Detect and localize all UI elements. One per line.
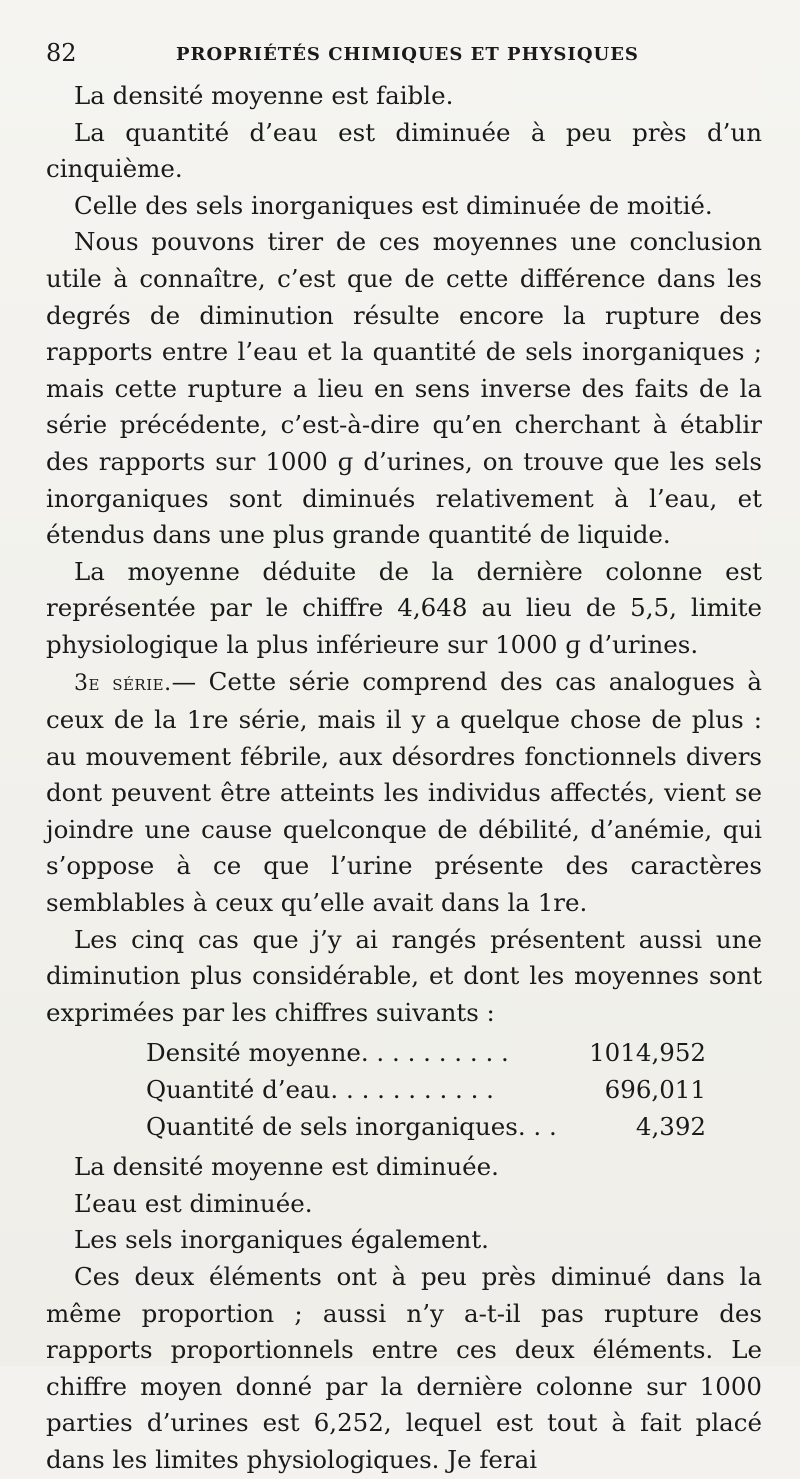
body-text (46, 78, 762, 1479)
conclusion-eau: L’eau est diminuée. (74, 1188, 313, 1218)
paragraph-moyenne: La moyenne déduite de la dernière colonne est représentée par le chiffre 4,648 au lieu de 5,5, limite physiologique la plus inférieure sur 1000 ɡ d’urines. (46, 556, 762, 659)
serie-3-label: 3e série. (74, 670, 172, 696)
paragraph-conclusion: Nous pouvons tirer de ces moyennes une conclusion utile à connaître, c’est que de cette différence dans les degrés de diminution résulte encore la rupture des rapports entre l’eau et la quantité de sels inorganiques ; mais cette rupture a lieu en sens inverse des faits de la série précédente, c’est-à-dire qu’en cherchant à établir des rapports sur 1000 ɡ d’urines, on trouve que les sels inorganiques sont diminués relativement à l’eau, et étendus dans une plus grande quantité de liquide. (46, 227, 762, 550)
table-value: 1014,952 (589, 1038, 706, 1068)
table-label: Quantité de sels inorganiques. . . (146, 1111, 557, 1141)
paragraph-serie-3 (46, 664, 762, 922)
conclusion-sels: Les sels inorganiques également. (74, 1225, 489, 1255)
paragraph-densite: La densité moyenne est faible. (74, 81, 454, 110)
running-title: PROPRIÉTÉS CHIMIQUES ET PHYSIQUES (176, 44, 639, 65)
table-value: 696,011 (604, 1075, 706, 1105)
table-value: 4,392 (635, 1111, 706, 1141)
conclusion-densite: La densité moyenne est diminuée. (74, 1152, 499, 1182)
table-row (146, 1072, 706, 1109)
serie-3-text: — Cette série comprend des cas analogues à ceux de la 1re série, mais il y a quelque chose de plus : au mouvement fébrile, aux désordres fonctionnels divers dont peuvent être atteints les individus affectés, vient se joindre une cause quelconque de débilité, d’anémie, qui s’oppose à ce que l’urine présente des caractères semblables à ceux qu’elle avait dans la 1re. (46, 666, 763, 918)
table-label: Quantité d’eau. . . . . . . . . . . (146, 1075, 494, 1105)
table-row (146, 1109, 706, 1146)
table-row (146, 1035, 706, 1072)
paragraph-final: Ces deux éléments ont à peu près diminué dans la même proportion ; aussi n’y a-t-il pas rupture des rapports proportionnels entre ces deux éléments. Le chiffre moyen donné par la dernière colonne sur 1000 parties d’urines est 6,252, lequel est tout à fait placé dans les limites physiologiques. Je ferai (46, 1262, 762, 1474)
table-label: Densité moyenne. . . . . . . . . . (146, 1038, 509, 1068)
paragraph-cinq-cas: Les cinq cas que j’y ai rangés présentent aussi une diminution plus considérable, et dont les moyennes sont exprimées par les chiffres suivants : (46, 924, 762, 1027)
paragraph-eau: La quantité d’eau est diminuée à peu près d’un cinquième. (46, 117, 762, 184)
averages-table (146, 1035, 706, 1145)
paragraph-sels: Celle des sels inorganiques est diminuée de moitié. (74, 190, 713, 220)
page-number: 82 (46, 39, 77, 67)
